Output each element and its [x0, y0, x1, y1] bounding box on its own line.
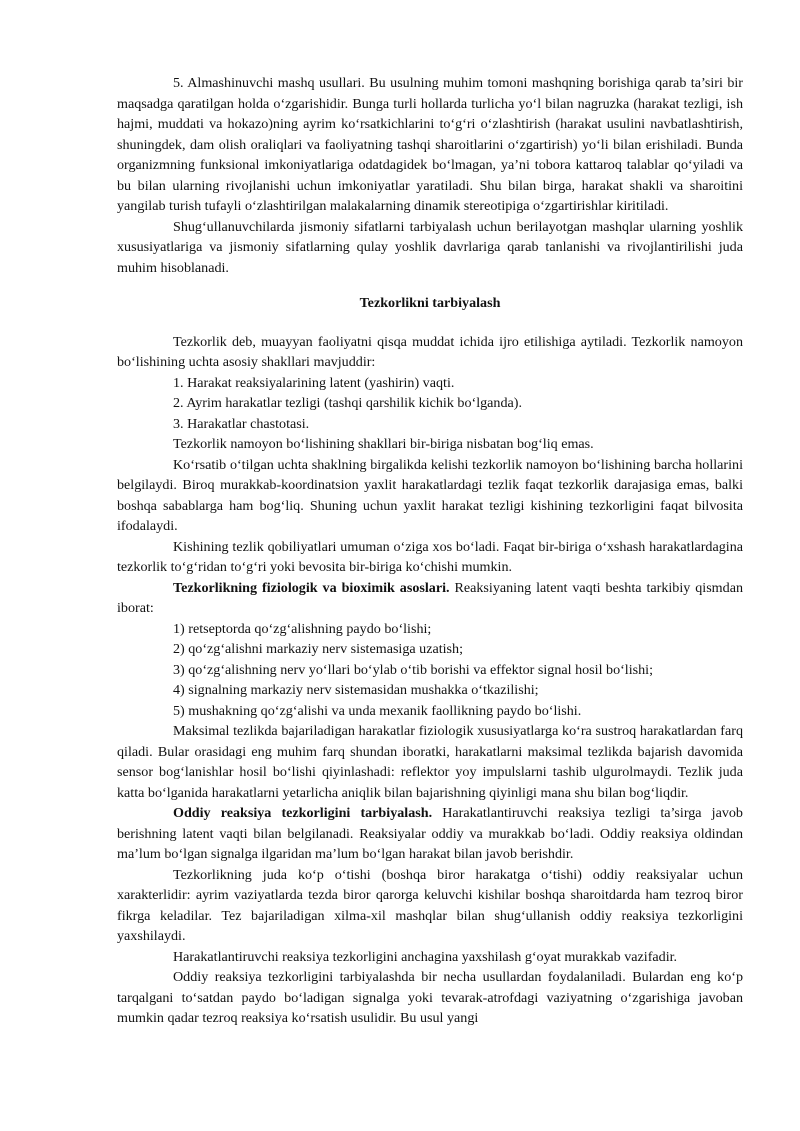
- paragraph-maximal-speed: Maksimal tezlikda bajariladigan harakatlar fiziologik xususiyatlarga ko‘ra sustroq harakatlardan farq qiladi. Bular orasidagi eng muhim farq shundan iboratki, harakatlarni maksimal tezlikda bajarish davomida sensor bog‘lanishlar hosil bo‘lishi qiyinlashadi: reflektor yoy impulslarni tashib ulgurolmaydi. Tezlik juda katta bo‘lganida harakatlarni yetarlicha aniqlik bilan bajarishning qiyinligi mana shu bilan bog‘liqdir.: [117, 723, 743, 801]
- paragraph-difficult-task: Harakatlantiruvchi reaksiya tezkorligini anchagina yaxshilash g‘oyat murakkab vazifadir.: [173, 948, 678, 965]
- paragraph-speed-definition: Tezkorlik deb, muayyan faoliyatni qisqa muddat ichida ijro etilishiga aytiladi. Tezkorlik namoyon bo‘lishining uchta asosiy shakllari mavjuddir:: [117, 333, 743, 370]
- list-item-step-3: 3) qo‘zg‘alishning nerv yo‘llari bo‘ylab o‘tib borishi va effektor signal hosil bo‘lishi;: [173, 661, 654, 678]
- list-item-form-1: 1. Harakat reaksiyalarining latent (yashirin) vaqti.: [173, 374, 455, 391]
- paragraph-combined-forms: Ko‘rsatib o‘tilgan uchta shaklning birgalikda kelishi tezkorlik namoyon bo‘lishining barcha hollarini belgilaydi. Biroq murakkab-koordinatsion yaxlit harakatlardagi tezlik faqat tezkorlik darajasiga emas, balki boshqa sabablarga ham bog‘liq. Shuning uchun yaxlit harakat tezligi kishining tezkorligini faqat bilvosita ifodalaydi.: [117, 456, 743, 534]
- paragraph-physiological-text: Reaksiyaning latent vaqti beshta tarkibiy qismdan iborat:: [117, 579, 743, 616]
- document-page: [117, 73, 743, 1029]
- list-item-step-2: 2) qo‘zg‘alishni markaziy nerv sistemasiga uzatish;: [173, 641, 464, 657]
- list-item-step-5: 5) mushakning qo‘zg‘alishi va unda mexanik faollikning paydo bo‘lishi.: [173, 702, 582, 719]
- paragraph-speed-abilities: Kishining tezlik qobiliyatlari umuman o‘ziga xos bo‘ladi. Faqat bir-biriga o‘xshash harakatlardagina tezkorlik to‘g‘ridan to‘g‘ri yoki bevosita bir-biriga ko‘chishi mumkin.: [117, 538, 743, 575]
- list-item-form-2: 2. Ayrim harakatlar tezligi (tashqi qarshilik kichik bo‘lganda).: [173, 395, 522, 411]
- list-item-step-1: 1) retseptorda qo‘zg‘alishning paydo bo‘lishi;: [173, 620, 432, 637]
- list-item-step-4: 4) signalning markaziy nerv sistemasidan mushakka o‘tkazilishi;: [173, 682, 539, 698]
- paragraph-speed-transfer: Tezkorlikning juda ko‘p o‘tishi (boshqa biror harakatga o‘tishi) oddiy reaksiyalar uchun xarakterlidir: ayrim vaziyatlarda tezda biror qarorga keluvchi kishilar boshqa sharoitdarda ham tezroq biror fikrga keladilar. Tez bajariladigan xilma-xil mashqlar bilan shug‘ullanish oddiy reaksiya tezkorligini yaxshilaydi.: [117, 866, 743, 944]
- paragraph-age-selection: Shug‘ullanuvchilarda jismoniy sifatlarni tarbiyalash uchun berilayotgan mashqlar ularning yoshlik xususiyatlariga va jismoniy sifatlarning qulay yoshlik davrlariga qarab tanlanishi va rivojlantirilishi juda muhim hisoblanadi.: [117, 218, 743, 276]
- inline-heading-simple-reaction: Oddiy reaksiya tezkorligini tarbiyalash.: [173, 805, 433, 821]
- section-heading: Tezkorlikni tarbiyalash: [359, 295, 501, 311]
- inline-heading-physiological: Tezkorlikning fiziologik va bioximik asoslari.: [173, 579, 450, 596]
- paragraph-physiological-basis: [117, 578, 743, 619]
- paragraph-training-methods: Oddiy reaksiya tezkorligini tarbiyalashda bir necha usullardan foydalaniladi. Bulardan eng ko‘p tarqalgani to‘satdan paydo bo‘ladigan signalga yoki tevarak-atrofdagi vaziyatning o‘zgarishiga javoban mumkin qadar tezroq reaksiya ko‘rsatish usulidir. Bu usul yangi: [117, 969, 743, 1026]
- paragraph-simple-reaction: [117, 803, 743, 865]
- list-item-form-3: 3. Harakatlar chastotasi.: [173, 415, 310, 432]
- paragraph-alternating-methods: 5. Almashinuvchi mashq usullari. Bu usulning muhim tomoni mashqning borishiga qarab ta’siri bir maqsadga qaratilgan holda o‘zgarishidir. Bunga turli hollarda turlicha yo‘l bilan nagruzka (harakat tezligi, ish hajmi, muddati va hokazo)ning ayrim ko‘rsatkichlarini to‘g‘ri o‘zlashtirish (harakat usulini navbatlashtirish, shuningdek, dam olish oraliqlari va faoliyatning tashqi sharoitlarini o‘zgartirish) yo‘li bilan erishiladi. Bunda organizmning funksional imkoniyatlariga odatdagidek bo‘lmagan, ya’ni tobora kattaroq talablar qo‘yiladi va bu bilan ularning rivojlanishi uchun imkoniyatlar yaratiladi. Shu bilan birga, harakat shakli va sharoitini yangilab turish tufayli o‘zlashtirilgan malakalarning dinamik stereotipiga o‘zgartirishlar kiritiladi.: [117, 75, 743, 214]
- paragraph-forms-independent: Tezkorlik namoyon bo‘lishining shakllari bir-biriga nisbatan bog‘liq emas.: [173, 436, 594, 452]
- paragraph-simple-reaction-text: Harakatlantiruvchi reaksiya tezligi ta’sirga javob berishning latent vaqti bilan belgilanadi. Reaksiyalar oddiy va murakkab bo‘ladi. Oddiy reaksiya oldindan ma’lum bo‘lgan signalga ilgaridan ma’lum bo‘lgan harakat bilan javob berishdir.: [117, 805, 743, 862]
